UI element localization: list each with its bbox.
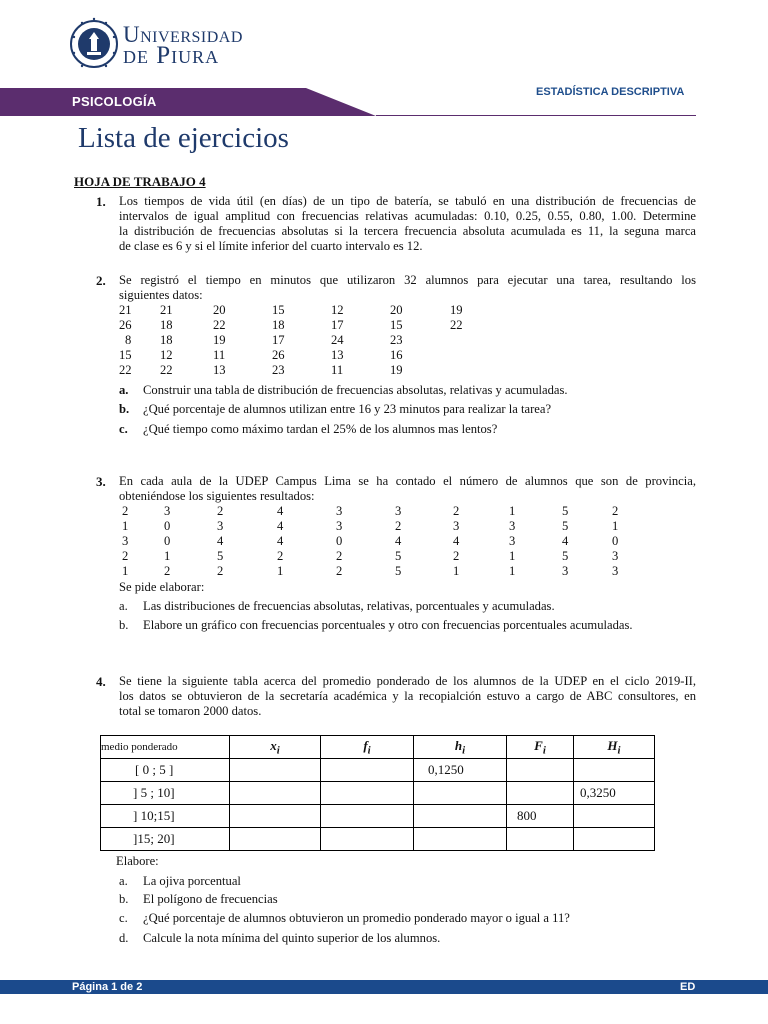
table-cell: 0,3250 — [574, 782, 655, 805]
data-cell: 12 — [160, 348, 173, 362]
item-text: La ojiva porcentual — [143, 874, 241, 888]
table-cell — [414, 828, 507, 851]
table-header-cell: $h_i$ — [414, 736, 507, 759]
data-cell: 4 — [277, 534, 284, 548]
data-row — [119, 318, 519, 333]
data-cell: 3 — [612, 549, 619, 563]
item-label: a. — [119, 383, 129, 397]
item-label: b. — [119, 618, 129, 632]
data-cell: 3 — [122, 534, 129, 548]
data-cell: 3 — [217, 519, 224, 533]
data-cell: 1 — [509, 504, 516, 518]
table-cell — [507, 782, 574, 805]
data-cell: 4 — [217, 534, 224, 548]
data-cell: 23 — [390, 333, 403, 347]
course-name: ESTADÍSTICA DESCRIPTIVA — [536, 86, 685, 98]
text-line: la distribución de frecuencias absolutas si la tercera frecuencia absoluta acumulada es 11, la seguna marca — [119, 224, 696, 238]
table-cell: [ 0 ; 5 ] — [101, 759, 230, 782]
exercise-3-text — [119, 474, 696, 504]
data-cell: 3 — [612, 564, 619, 578]
table-cell — [230, 782, 321, 805]
data-cell: 15 — [390, 318, 403, 332]
data-cell: 1 — [509, 549, 516, 563]
data-cell: 21 — [119, 303, 132, 317]
subscript: i — [367, 744, 371, 757]
subscript: i — [276, 744, 280, 757]
table-cell — [321, 782, 414, 805]
table-cell — [414, 805, 507, 828]
data-cell: 19 — [390, 363, 403, 377]
data-row — [122, 504, 632, 519]
item-text: El polígono de frecuencias — [143, 892, 278, 906]
data-cell: 2 — [217, 564, 224, 578]
data-cell: 15 — [119, 348, 132, 362]
table-row — [101, 805, 655, 828]
data-row — [122, 549, 632, 564]
data-cell: 22 — [119, 363, 132, 377]
text-line: En cada aula de la UDEP Campus Lima se ha contado el número de alumnos que son de provincia, — [119, 474, 696, 488]
table-header-cell: $x_i$ — [230, 736, 321, 759]
item-label: a. — [119, 874, 128, 888]
data-cell: 4 — [453, 534, 460, 548]
data-cell: 12 — [331, 303, 344, 317]
data-cell: 4 — [562, 534, 569, 548]
table-cell — [230, 759, 321, 782]
data-cell: 1 — [612, 519, 619, 533]
table-cell: 0,1250 — [414, 759, 507, 782]
data-cell: 0 — [612, 534, 619, 548]
table-cell — [321, 828, 414, 851]
data-cell: 2 — [122, 549, 129, 563]
text-line: obteniéndose los siguientes resultados: — [119, 489, 315, 503]
data-cell: 2 — [336, 549, 343, 563]
text-line: Los tiempos de vida útil (en días) de un tipo de batería, se tabuló en una distribución de frecuencias de — [119, 194, 696, 208]
text-line: Se registró el tiempo en minutos que utilizaron 32 alumnos para ejecutar una tarea, resultando los — [119, 273, 696, 287]
table-cell — [574, 759, 655, 782]
data-cell: 23 — [272, 363, 285, 377]
exercise-1-text — [119, 194, 696, 254]
data-cell: 22 — [213, 318, 226, 332]
page-number: Página 1 de 2 — [72, 981, 143, 993]
data-cell: 13 — [331, 348, 344, 362]
data-cell: 18 — [272, 318, 285, 332]
data-cell: 22 — [450, 318, 463, 332]
data-cell: 2 — [122, 504, 129, 518]
data-cell: 18 — [160, 318, 173, 332]
exercise-4-text — [119, 674, 696, 719]
item-label: a. — [119, 599, 128, 613]
subscript: i — [617, 744, 621, 757]
data-cell: 18 — [160, 333, 173, 347]
data-cell: 1 — [122, 519, 129, 533]
data-cell: 3 — [336, 504, 343, 518]
data-cell: 0 — [336, 534, 343, 548]
data-cell: 15 — [272, 303, 285, 317]
worksheet-title: HOJA DE TRABAJO 4 — [74, 174, 206, 189]
data-cell: 21 — [160, 303, 173, 317]
data-cell: 17 — [331, 318, 344, 332]
item-label: b. — [119, 402, 130, 416]
data-cell: 3 — [509, 534, 516, 548]
data-cell: 3 — [164, 504, 171, 518]
data-cell: 4 — [277, 504, 284, 518]
university-name-line1: Universidad — [123, 22, 243, 47]
data-cell: 16 — [390, 348, 403, 362]
data-cell: 0 — [164, 519, 171, 533]
data-row — [122, 564, 632, 579]
data-cell: 26 — [119, 318, 132, 332]
subscript: i — [542, 744, 546, 757]
table-row — [101, 782, 655, 805]
data-cell: 3 — [509, 519, 516, 533]
data-cell: 19 — [450, 303, 463, 317]
data-cell: 3 — [395, 504, 402, 518]
item-label: c. — [119, 422, 128, 436]
data-cell: 0 — [164, 534, 171, 548]
table-cell — [230, 805, 321, 828]
table-header-cell: $H_i$ — [574, 736, 655, 759]
exercise-number: 1. — [96, 194, 106, 209]
table-cell — [507, 759, 574, 782]
table-cell: ] 5 ; 10] — [101, 782, 230, 805]
data-cell: 2 — [217, 504, 224, 518]
data-cell: 19 — [213, 333, 226, 347]
exercise-2-text — [119, 273, 696, 303]
table-cell: ] 10;15] — [101, 805, 230, 828]
exercise-3-data-grid — [122, 504, 632, 579]
page-title: Lista de ejercicios — [78, 122, 289, 154]
data-row — [122, 534, 632, 549]
data-cell: 20 — [213, 303, 226, 317]
table-cell — [507, 828, 574, 851]
table-cell: ]15; 20] — [101, 828, 230, 851]
text-line: de clase es 6 y si el límite inferior del cuarto intervalo es 12. — [119, 239, 423, 253]
faculty-band — [0, 88, 376, 116]
footer-code: ED — [680, 981, 696, 993]
data-cell: 8 — [125, 333, 132, 347]
data-row — [119, 333, 519, 348]
data-cell: 1 — [277, 564, 284, 578]
data-cell: 20 — [390, 303, 403, 317]
data-cell: 1 — [164, 549, 171, 563]
data-cell: 2 — [336, 564, 343, 578]
exercise-number: 2. — [96, 273, 106, 288]
data-cell: 2 — [395, 519, 402, 533]
data-cell: 11 — [331, 363, 344, 377]
item-label: c. — [119, 911, 128, 925]
data-cell: 2 — [453, 549, 460, 563]
data-cell: 5 — [562, 504, 569, 518]
data-row — [119, 303, 519, 318]
item-text: Calcule la nota mínima del quinto superior de los alumnos. — [143, 931, 441, 945]
data-cell: 4 — [277, 519, 284, 533]
exercise-2-data-grid — [119, 303, 519, 378]
item-text: Construir una tabla de distribución de frecuencias absolutas, relativas y acumuladas. — [143, 383, 568, 397]
data-cell: 2 — [164, 564, 171, 578]
table-header-cell: $F_i$ — [507, 736, 574, 759]
text-line: siguientes datos: — [119, 288, 203, 302]
data-cell: 5 — [395, 564, 402, 578]
data-cell: 3 — [453, 519, 460, 533]
table-cell — [321, 805, 414, 828]
table-row — [101, 828, 655, 851]
data-cell: 13 — [213, 363, 226, 377]
data-cell: 5 — [562, 549, 569, 563]
text-line: intervalos de igual amplitud con frecuencias relativas acumuladas: 0.10, 0.25, 0.55, 0.80, 1.00. Determine — [119, 209, 696, 223]
table-row — [101, 759, 655, 782]
data-cell: 2 — [453, 504, 460, 518]
university-name-line2: de Piura — [123, 42, 220, 69]
item-text: Elabore un gráfico con frecuencias porcentuales y otro con frecuencias porcentuales acumuladas. — [143, 618, 633, 632]
table-cell — [321, 759, 414, 782]
data-cell: 26 — [272, 348, 285, 362]
data-cell: 3 — [562, 564, 569, 578]
header-rule — [376, 115, 696, 116]
table-header-cell: medio ponderado — [101, 736, 230, 759]
item-text: ¿Qué tiempo como máximo tardan el 25% de los alumnos mas lentos? — [143, 422, 498, 436]
exercise-4-intro: Elabore: — [116, 854, 159, 868]
data-cell: 17 — [272, 333, 285, 347]
data-cell: 1 — [122, 564, 129, 578]
data-row — [119, 348, 519, 363]
text-line: Se tiene la siguiente tabla acerca del promedio ponderado de los alumnos de la UDEP en el ciclo 2019-II, — [119, 674, 696, 688]
exercise-number: 4. — [96, 674, 106, 689]
text-line: los datos se obtuvieron de la secretaría académica y la recopialción estuvo a cargo de ABC consultores, en — [119, 689, 696, 703]
exercise-3-intro: Se pide elaborar: — [119, 580, 205, 594]
university-seal-logo — [70, 15, 118, 73]
data-cell: 2 — [612, 504, 619, 518]
table-cell — [574, 828, 655, 851]
data-row — [119, 363, 519, 378]
item-label: b. — [119, 892, 129, 906]
item-label: d. — [119, 931, 129, 945]
data-cell: 1 — [453, 564, 460, 578]
text-line: total se tomaron 2000 datos. — [119, 704, 262, 718]
table-cell — [414, 782, 507, 805]
subscript: i — [462, 744, 466, 757]
data-cell: 24 — [331, 333, 344, 347]
table-cell: 800 — [507, 805, 574, 828]
data-cell: 5 — [217, 549, 224, 563]
table-cell — [574, 805, 655, 828]
frequency-table — [100, 735, 655, 851]
data-row — [122, 519, 632, 534]
item-text: ¿Qué porcentaje de alumnos utilizan entre 16 y 23 minutos para realizar la tarea? — [143, 402, 552, 416]
item-text: Las distribuciones de frecuencias absolutas, relativas, porcentuales y acumuladas. — [143, 599, 555, 613]
item-text: ¿Qué porcentaje de alumnos obtuvieron un promedio ponderado mayor o igual a 11? — [143, 911, 570, 925]
data-cell: 4 — [395, 534, 402, 548]
data-cell: 1 — [509, 564, 516, 578]
table-cell — [230, 828, 321, 851]
data-cell: 5 — [395, 549, 402, 563]
data-cell: 22 — [160, 363, 173, 377]
data-cell: 5 — [562, 519, 569, 533]
table-header-cell: $f_i$ — [321, 736, 414, 759]
data-cell: 11 — [213, 348, 226, 362]
data-cell: 3 — [336, 519, 343, 533]
faculty-label: PSICOLOGÍA — [72, 94, 157, 109]
data-cell: 2 — [277, 549, 284, 563]
table-header-row — [101, 736, 655, 759]
exercise-number: 3. — [96, 474, 106, 489]
